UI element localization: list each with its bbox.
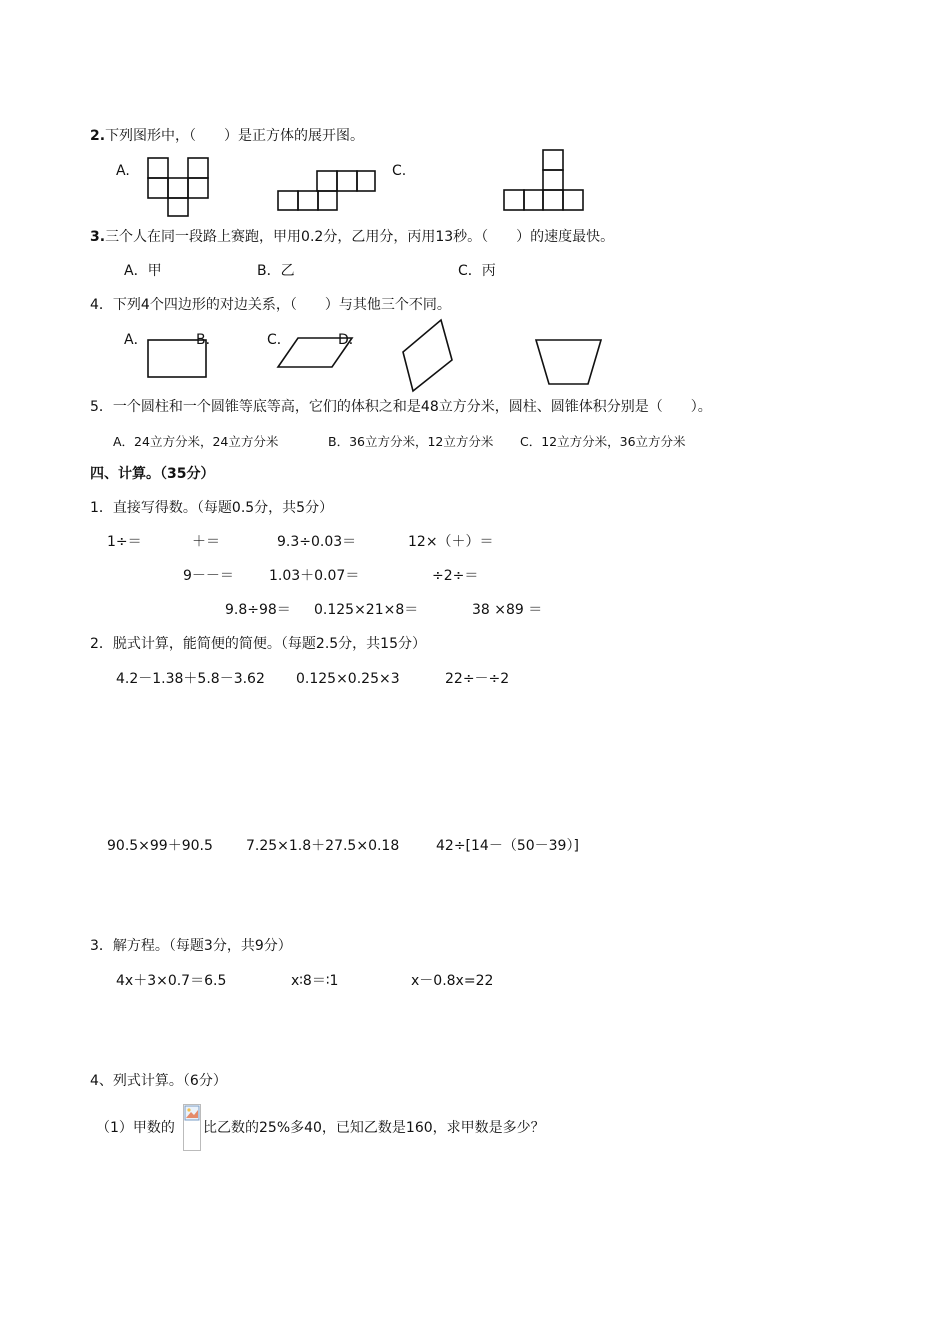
calc3-title: 3．解方程。（每题3分，共9分） bbox=[90, 938, 292, 954]
calc1-item: 9－－＝ bbox=[183, 568, 234, 584]
calc2-item: 4.2－1.38＋5.8－3.62 bbox=[116, 671, 265, 687]
q3-option-c: C．丙 bbox=[458, 263, 496, 279]
cube-net-c bbox=[502, 148, 586, 214]
cube-net-a bbox=[146, 156, 210, 218]
calc2-item: 42÷[14－（50－39）] bbox=[436, 838, 579, 854]
calc1-item: 38 ×89 ＝ bbox=[472, 602, 543, 618]
q5-option-a: A．24立方分米，24立方分米 bbox=[113, 434, 279, 449]
q2-stem: 下列图形中，（ ）是正方体的展开图。 bbox=[105, 128, 365, 144]
calc2-item: 22÷－÷2 bbox=[445, 671, 510, 687]
rhombus-shape bbox=[401, 318, 455, 394]
rectangle-shape bbox=[146, 338, 208, 380]
q2-number: 2. bbox=[90, 128, 106, 144]
q3-option-a: A．甲 bbox=[124, 263, 162, 279]
calc4-q1-before: （1）甲数的 bbox=[96, 1120, 175, 1136]
q3-number: 3. bbox=[90, 229, 106, 245]
section-title: 四、计算。（35分） bbox=[90, 466, 215, 482]
calc2-title: 2．脱式计算，能简便的简便。（每题2.5分，共15分） bbox=[90, 636, 426, 652]
broken-image-icon bbox=[184, 1105, 200, 1121]
q2-text bbox=[90, 127, 364, 145]
calc2-item: 7.25×1.8＋27.5×0.18 bbox=[246, 838, 400, 854]
q4-text: 4．下列4个四边形的对边关系，（ ）与其他三个不同。 bbox=[90, 297, 451, 313]
q5-option-b: B．36立方分米，12立方分米 bbox=[328, 434, 494, 449]
q4-label-a: A． bbox=[124, 332, 148, 348]
q2-option-c-label: C. bbox=[392, 163, 407, 179]
calc2-item: 0.125×0.25×3 bbox=[296, 671, 400, 687]
trapezoid-shape bbox=[534, 338, 604, 388]
calc1-item: 12×（＋）＝ bbox=[408, 534, 494, 550]
calc1-item: ÷2÷＝ bbox=[432, 568, 479, 584]
calc4-q1-after: 比乙数的25%多40，已知乙数是160，求甲数是多少？ bbox=[203, 1120, 545, 1136]
calc1-item: 9.3÷0.03＝ bbox=[277, 534, 357, 550]
cube-net-b bbox=[276, 169, 378, 213]
equation-item: 4x＋3×0.7＝6.5 bbox=[116, 973, 227, 989]
q5-option-c: C．12立方分米，36立方分米 bbox=[520, 434, 686, 449]
calc2-item: 90.5×99＋90.5 bbox=[107, 838, 213, 854]
broken-image-placeholder bbox=[183, 1104, 201, 1151]
calc1-item: 1÷＝ bbox=[107, 534, 142, 550]
q2-option-a-label: A. bbox=[116, 163, 130, 179]
q4-label-b: B． bbox=[196, 332, 220, 348]
calc1-title: 1．直接写得数。（每题0.5分，共5分） bbox=[90, 500, 334, 516]
calc1-item: 1.03＋0.07＝ bbox=[269, 568, 360, 584]
parallelogram-shape bbox=[276, 336, 354, 370]
q3-option-b: B．乙 bbox=[257, 263, 295, 279]
q4-label-d: D． bbox=[338, 332, 363, 348]
calc1-item: ＋＝ bbox=[192, 534, 220, 550]
q3-text bbox=[90, 228, 614, 246]
q5-text: 5．一个圆柱和一个圆锥等底等高，它们的体积之和是48立方分米，圆柱、圆锥体积分别是（ ）。 bbox=[90, 399, 712, 415]
equation-item: x－0.8x=22 bbox=[411, 973, 494, 989]
q4-label-c: C． bbox=[267, 332, 291, 348]
equation-item: x∶8＝∶1 bbox=[291, 973, 339, 989]
calc1-item: 0.125×21×8＝ bbox=[314, 602, 419, 618]
calc1-item: 9.8÷98＝ bbox=[225, 602, 291, 618]
calc4-title: 4、列式计算。（6分） bbox=[90, 1073, 227, 1089]
q3-stem: 三个人在同一段路上赛跑，甲用0.2分，乙用分，丙用13秒。（ ）的速度最快。 bbox=[105, 229, 615, 245]
